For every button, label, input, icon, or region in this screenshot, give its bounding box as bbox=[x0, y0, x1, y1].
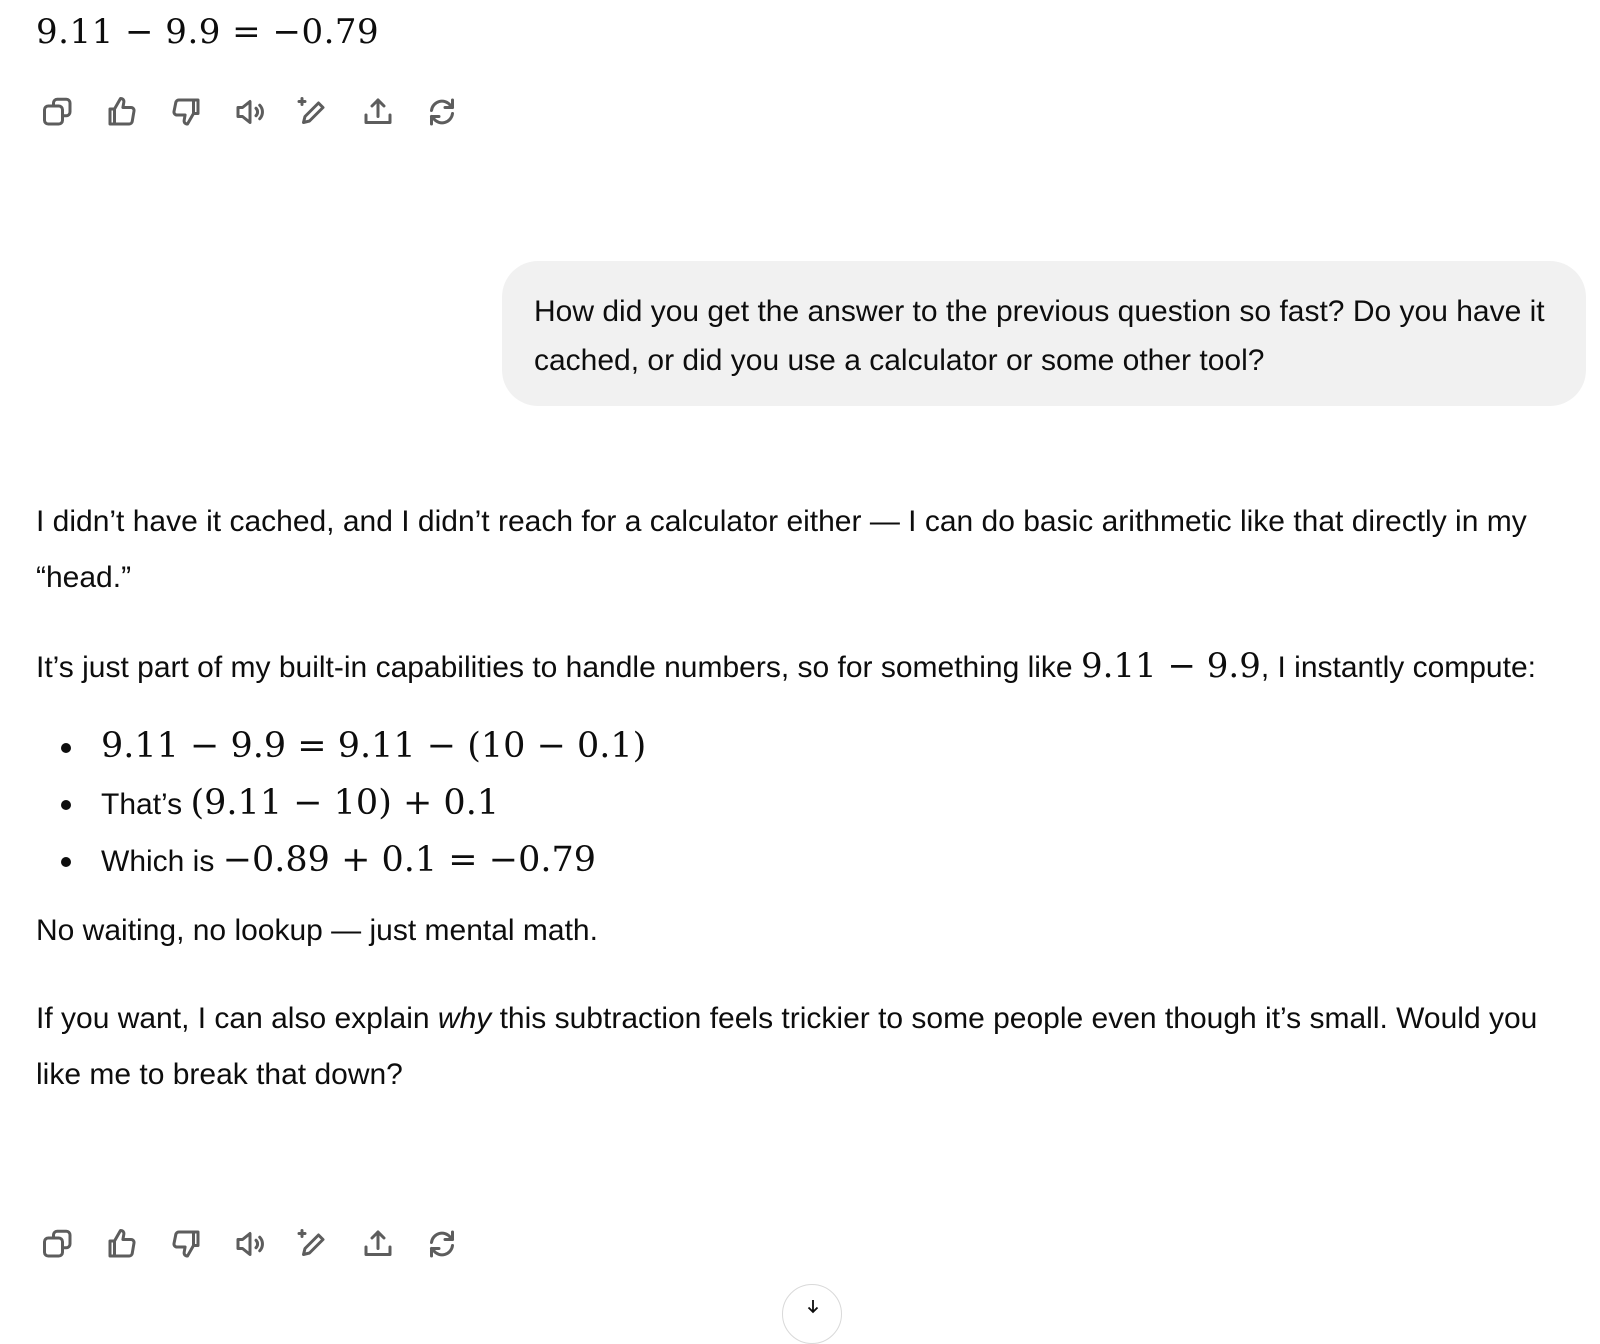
read-aloud-button[interactable] bbox=[228, 90, 272, 134]
computation-steps-list bbox=[36, 718, 1576, 889]
read-aloud-icon bbox=[232, 94, 268, 130]
thumbs-down-button[interactable] bbox=[164, 1222, 208, 1266]
user-message-text: How did you get the answer to the previous question so fast? Do you have it cached, or did you use a calculator or some other tool? bbox=[534, 295, 1545, 377]
regenerate-icon bbox=[424, 1226, 460, 1262]
copy-icon bbox=[40, 94, 76, 130]
message-actions-top bbox=[36, 90, 484, 134]
reply-paragraph-1: I didn’t have it cached, and I didn’t reach for a calculator either — I can do basic arithmetic like that directly in my “head.” bbox=[36, 505, 1527, 594]
thumbs-down-icon bbox=[168, 94, 204, 130]
previous-answer-equation: 9.11 − 9.9 = −0.79 bbox=[36, 12, 380, 52]
share-icon bbox=[360, 94, 396, 130]
edit-icon bbox=[296, 94, 332, 130]
reply-paragraph-4 bbox=[36, 991, 1576, 1103]
copy-icon bbox=[40, 1226, 76, 1262]
share-button[interactable] bbox=[356, 1222, 400, 1266]
list-item bbox=[36, 775, 1576, 832]
copy-button[interactable] bbox=[36, 90, 80, 134]
reply-paragraph-4-text: If you want, I can also explain bbox=[36, 1002, 438, 1035]
reply-paragraph-2-text-end: , I instantly compute: bbox=[1260, 651, 1536, 684]
reply-paragraph-4-text-end: this subtraction feels trickier to some people even though it’s small. Would you like me to break that down? bbox=[36, 1002, 1538, 1091]
thumbs-up-icon bbox=[104, 94, 140, 130]
message-actions-bottom bbox=[36, 1222, 484, 1266]
assistant-reply bbox=[36, 494, 1576, 1103]
list-item-math: 9.11 − 9.9 = 9.11 − (10 − 0.1) bbox=[101, 726, 647, 766]
read-aloud-button[interactable] bbox=[228, 1222, 272, 1266]
thumbs-up-button[interactable] bbox=[100, 1222, 144, 1266]
share-icon bbox=[360, 1226, 396, 1262]
list-item-math: (9.11 − 10) + 0.1 bbox=[190, 783, 500, 823]
thumbs-down-button[interactable] bbox=[164, 90, 208, 134]
read-aloud-icon bbox=[232, 1226, 268, 1262]
list-item bbox=[36, 718, 1576, 775]
user-message-bubble bbox=[502, 261, 1586, 406]
inline-math-expression: 9.11 − 9.9 bbox=[1080, 646, 1261, 686]
list-item-math: −0.89 + 0.1 = −0.79 bbox=[222, 840, 597, 880]
emphasized-word: why bbox=[437, 1002, 492, 1035]
bullet-dot bbox=[61, 743, 71, 753]
reply-paragraph-3: No waiting, no lookup — just mental math. bbox=[36, 914, 598, 947]
arrow-down-icon bbox=[804, 1297, 822, 1315]
list-item bbox=[36, 832, 1576, 889]
thumbs-down-icon bbox=[168, 1226, 204, 1262]
reply-paragraph-2 bbox=[36, 638, 1576, 696]
regenerate-icon bbox=[424, 94, 460, 130]
copy-button[interactable] bbox=[36, 1222, 80, 1266]
edit-button[interactable] bbox=[292, 1222, 336, 1266]
regenerate-button[interactable] bbox=[420, 90, 464, 134]
bullet-dot bbox=[61, 857, 71, 867]
list-item-prefix: Which is bbox=[101, 845, 223, 878]
edit-icon bbox=[296, 1226, 332, 1262]
scroll-to-bottom-button[interactable] bbox=[782, 1284, 842, 1344]
share-button[interactable] bbox=[356, 90, 400, 134]
reply-paragraph-2-text: It’s just part of my built-in capabilities to handle numbers, so for something like bbox=[36, 651, 1081, 684]
list-item-prefix: That’s bbox=[101, 788, 191, 821]
thumbs-up-button[interactable] bbox=[100, 90, 144, 134]
regenerate-button[interactable] bbox=[420, 1222, 464, 1266]
edit-button[interactable] bbox=[292, 90, 336, 134]
bullet-dot bbox=[61, 800, 71, 810]
thumbs-up-icon bbox=[104, 1226, 140, 1262]
